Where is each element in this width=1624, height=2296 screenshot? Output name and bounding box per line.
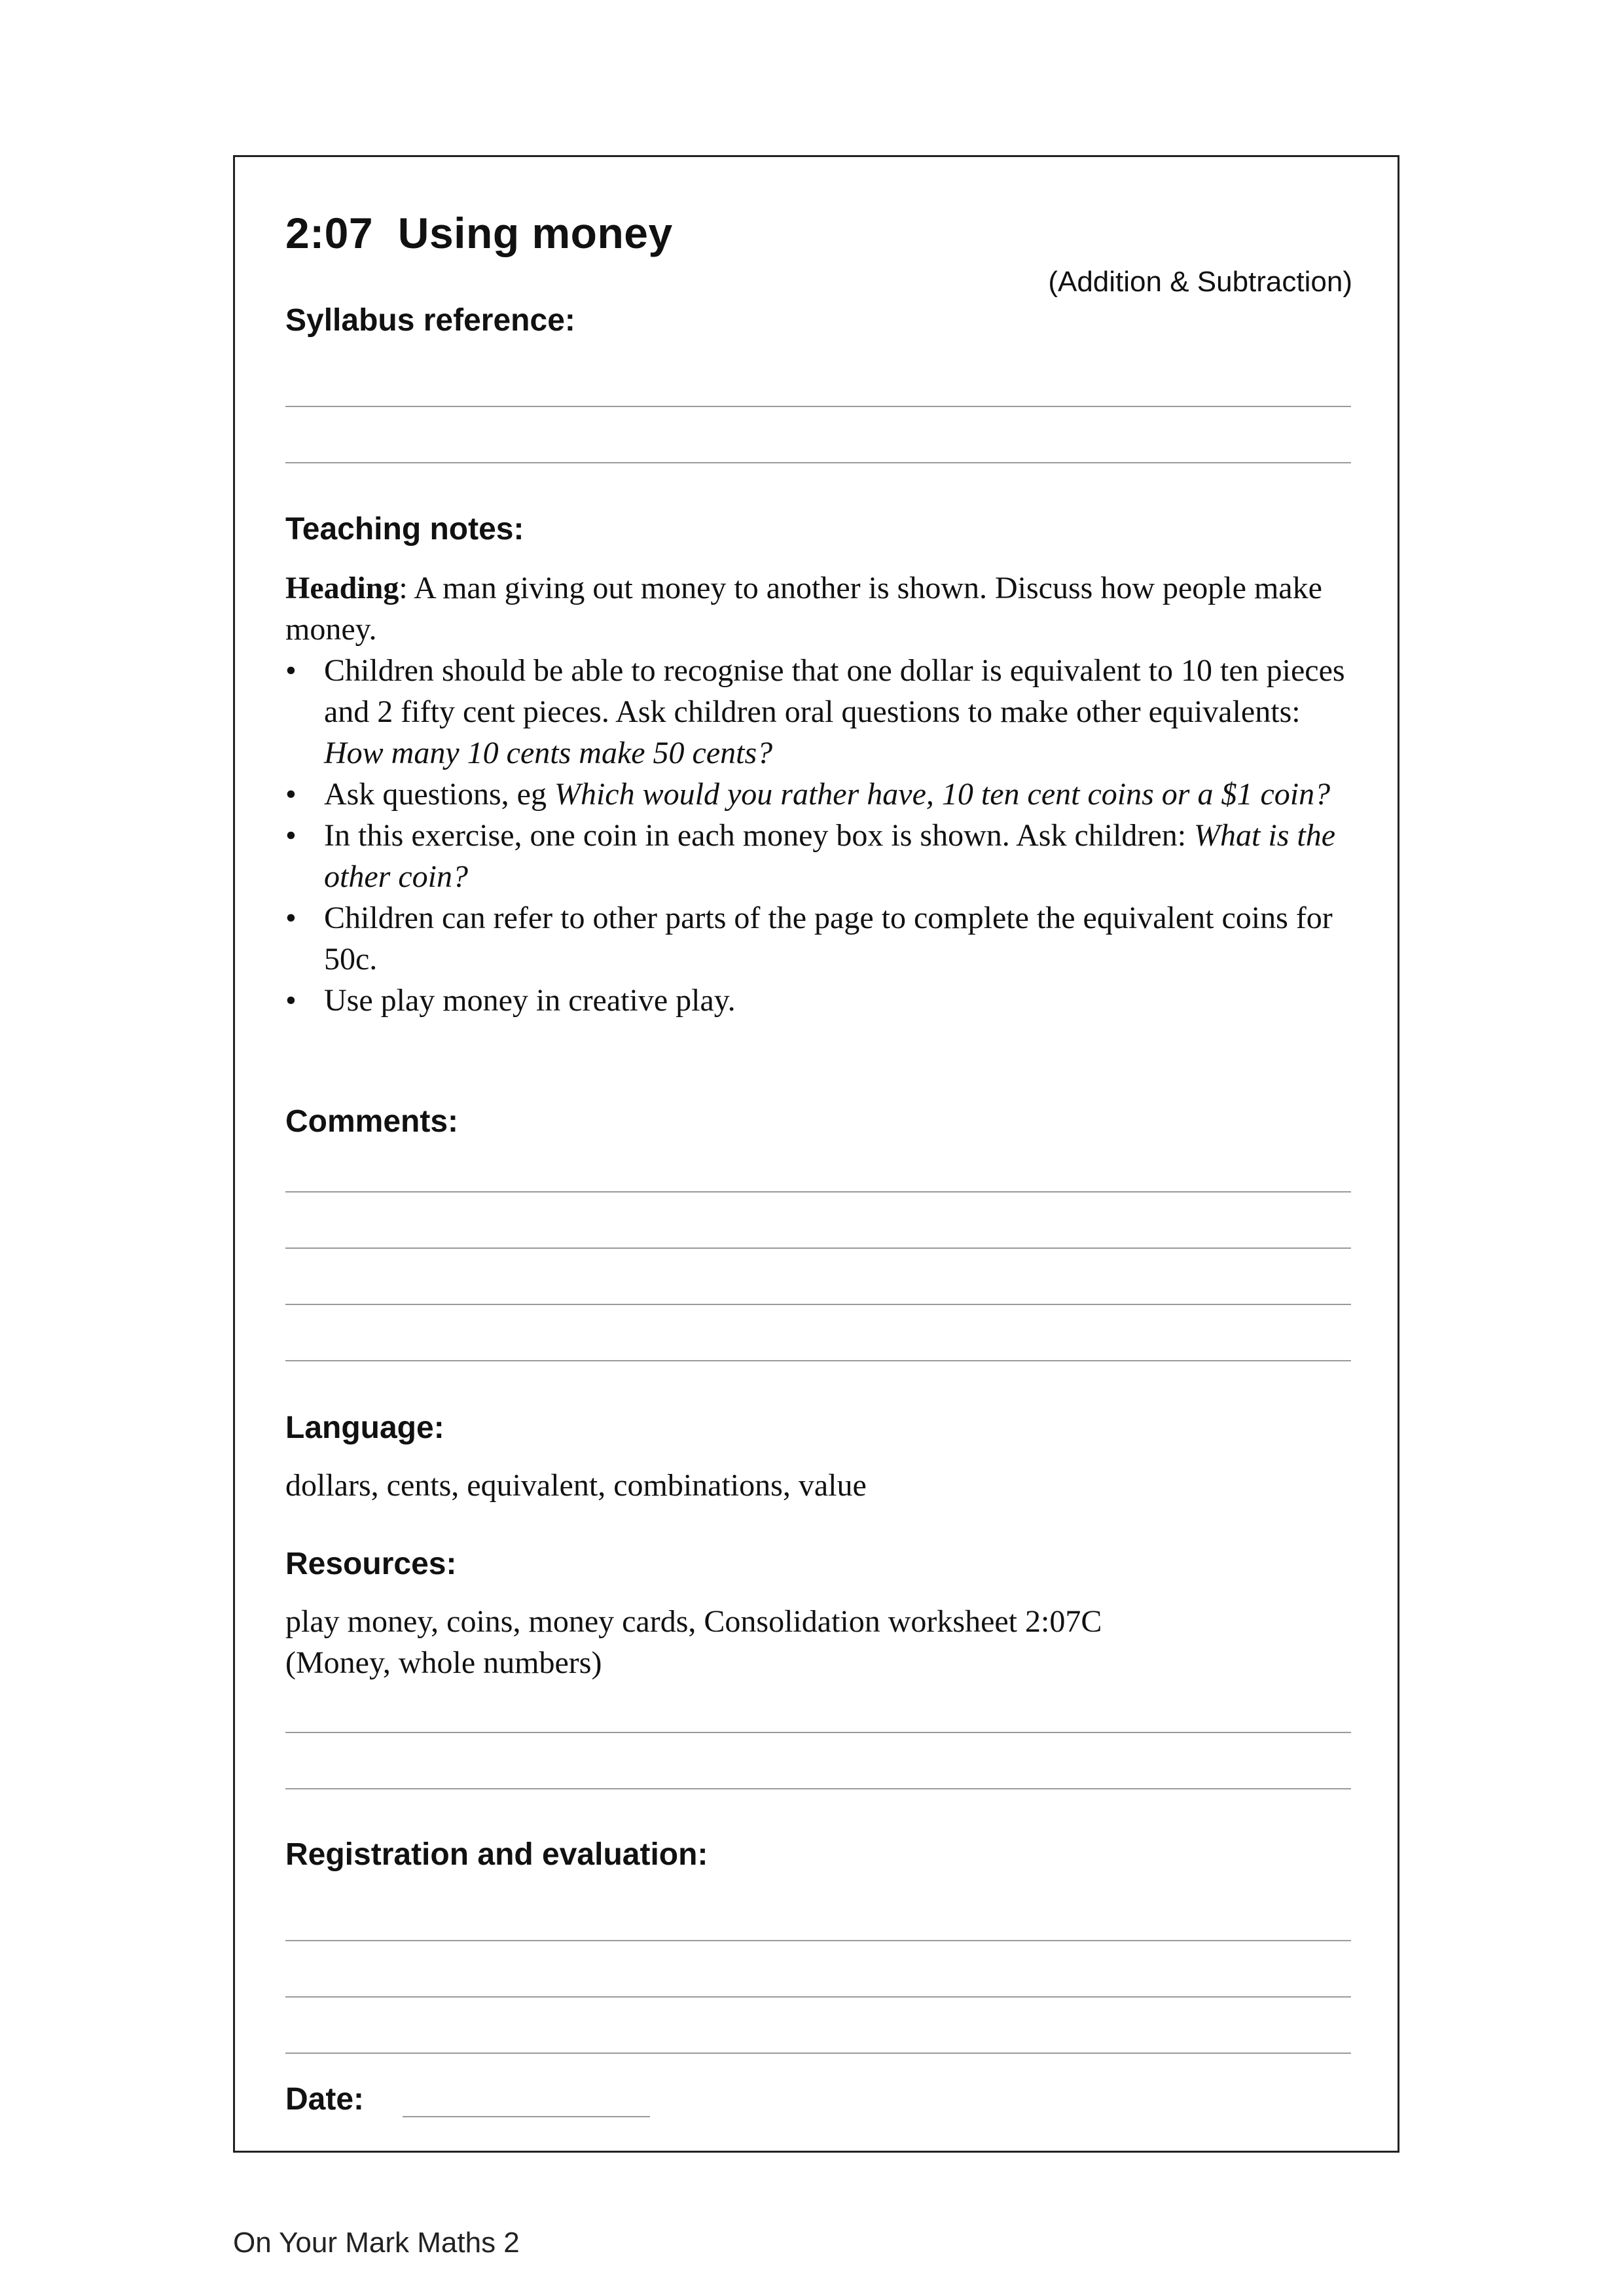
list-item: [285, 650, 1359, 774]
bullet-text: Ask questions, eg: [324, 777, 554, 812]
date-field-line: [403, 2116, 650, 2117]
resources-text: [285, 1601, 1102, 1683]
bullet-text: Children should be able to recognise that one dollar is equivalent to 10 ten pieces and 2 fifty cent pieces. Ask children oral questions to make other equivalents:: [324, 653, 1345, 729]
notes-heading-label: Heading: [285, 571, 399, 605]
bullet-italic: How many 10 cents make 50 cents?: [324, 736, 773, 770]
notes-heading-text: : A man giving out money to another is shown. Discuss how people make money.: [285, 571, 1322, 647]
list-item: [285, 980, 1359, 1021]
list-item: [285, 897, 1359, 980]
registration-line-3: [285, 2053, 1351, 2054]
registration-line-2: [285, 1996, 1351, 1998]
lesson-title: [285, 208, 673, 258]
teaching-notes: [285, 567, 1359, 1021]
bullet-text: In this exercise, one coin in each money box is shown. Ask children:: [324, 818, 1195, 853]
footer-text: On Your Mark Maths 2: [233, 2227, 520, 2259]
resources-line-2: (Money, whole numbers): [285, 1645, 602, 1680]
bullet-icon: •: [285, 653, 297, 688]
syllabus-line-2: [285, 462, 1351, 463]
bullet-text: Use play money in creative play.: [324, 983, 736, 1018]
registration-line-1: [285, 1940, 1351, 1941]
bullet-icon: •: [285, 777, 297, 812]
bullet-italic: What is the other coin?: [324, 818, 1336, 894]
comments-line-4: [285, 1360, 1351, 1361]
resources-heading: Resources:: [285, 1547, 457, 1581]
bullet-text: Children can refer to other parts of the page to complete the equivalent coins for 50c.: [324, 901, 1333, 977]
comments-line-2: [285, 1247, 1351, 1249]
bullet-icon: •: [285, 818, 297, 853]
lesson-number: 2:07: [285, 209, 374, 257]
list-item: [285, 774, 1359, 815]
lesson-name: Using money: [397, 209, 673, 257]
list-item: [285, 815, 1359, 897]
language-heading: Language:: [285, 1410, 444, 1445]
syllabus-line-1: [285, 406, 1351, 407]
registration-heading: Registration and evaluation:: [285, 1837, 708, 1872]
notes-bullet-list: [285, 650, 1359, 1021]
topic-label: (Addition & Subtraction): [1048, 266, 1352, 298]
bullet-icon: •: [285, 983, 297, 1018]
comments-line-1: [285, 1191, 1351, 1193]
resources-rule-2: [285, 1788, 1351, 1789]
comments-line-3: [285, 1304, 1351, 1305]
date-label: Date:: [285, 2082, 365, 2117]
resources-rule-1: [285, 1732, 1351, 1733]
bullet-italic: Which would you rather have, 10 ten cent coins or a $1 coin?: [554, 777, 1331, 812]
language-text: dollars, cents, equivalent, combinations, value: [285, 1468, 867, 1503]
comments-heading: Comments:: [285, 1104, 459, 1139]
teaching-heading: Teaching notes:: [285, 512, 524, 547]
syllabus-heading: Syllabus reference:: [285, 303, 575, 338]
resources-line-1: play money, coins, money cards, Consolidation worksheet 2:07C: [285, 1604, 1102, 1639]
notes-intro: [285, 567, 1359, 650]
bullet-icon: •: [285, 901, 297, 935]
